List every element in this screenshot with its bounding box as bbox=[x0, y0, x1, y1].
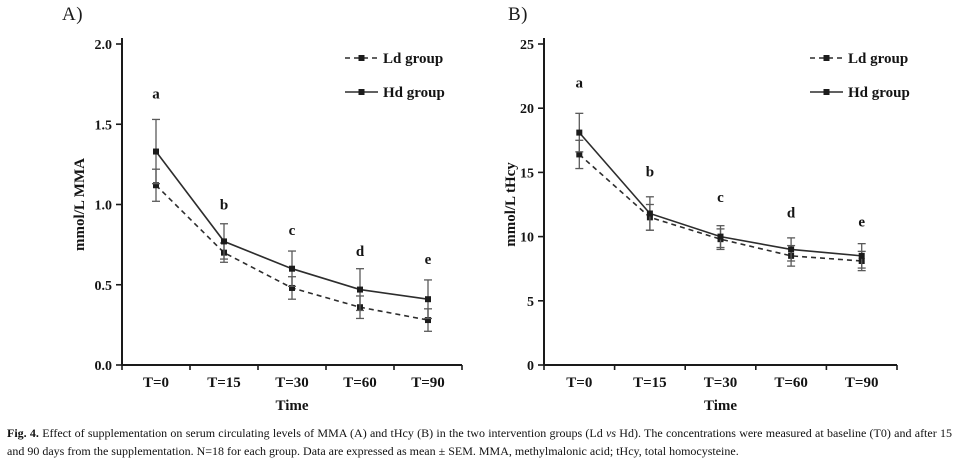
y-tick-label: 5 bbox=[527, 294, 534, 310]
x-tick-label: T=90 bbox=[844, 375, 879, 391]
legend-marker bbox=[359, 89, 365, 95]
series-ld-group bbox=[152, 169, 432, 331]
y-tick-label: 1.0 bbox=[94, 198, 112, 214]
data-point-marker bbox=[859, 253, 865, 259]
y-tick-label: 15 bbox=[520, 166, 534, 182]
chart-panel-mma bbox=[0, 0, 479, 422]
x-tick-label: T=30 bbox=[275, 375, 309, 391]
y-tick-label: 25 bbox=[520, 38, 534, 53]
caption-segment: Hd). The concentrations were measured at baseline (T0) and after 15 and 90 days from the supplementation. N=18 for each group. Data are expressed as mean ± SEM. MMA, methylmalonic acid; tHcy, total homocysteine. bbox=[7, 426, 952, 458]
legend-label: Ld group bbox=[848, 51, 909, 67]
x-tick-label: T=15 bbox=[633, 375, 667, 391]
significance-letter: e bbox=[858, 214, 866, 231]
caption-segment: Effect of supplementation on serum circulating levels of MMA (A) and tHcy (B) in the two intervention groups (Ld bbox=[38, 426, 607, 440]
x-tick-label: T=15 bbox=[207, 375, 241, 391]
significance-letter: a bbox=[575, 75, 584, 92]
y-tick-label: 20 bbox=[520, 102, 534, 118]
legend-marker bbox=[824, 55, 830, 61]
significance-letter: b bbox=[219, 197, 229, 214]
y-tick-label: 0.5 bbox=[94, 278, 112, 294]
x-tick-label: T=0 bbox=[142, 375, 170, 391]
data-point-marker bbox=[718, 234, 724, 240]
caption-fig-number: Fig. 4. bbox=[7, 426, 39, 440]
significance-letter: c bbox=[288, 222, 296, 239]
significance-letter: d bbox=[786, 205, 796, 222]
data-point-marker bbox=[576, 130, 582, 136]
y-tick-label: 10 bbox=[520, 230, 534, 246]
x-axis-ticks bbox=[122, 365, 462, 391]
x-tick-label: T=60 bbox=[774, 375, 808, 391]
data-point-marker bbox=[425, 296, 431, 302]
x-tick-label: T=90 bbox=[411, 375, 445, 391]
legend-label: Hd group bbox=[848, 85, 910, 101]
caption-segment: vs bbox=[606, 426, 617, 440]
significance-letters bbox=[576, 76, 866, 231]
x-tick-label: T=30 bbox=[703, 375, 738, 391]
data-point-marker bbox=[289, 266, 295, 272]
y-axis-ticks bbox=[520, 38, 544, 374]
x-axis-title: Time bbox=[275, 398, 309, 414]
caption-text bbox=[7, 426, 952, 458]
legend-marker bbox=[359, 55, 365, 61]
panel-label-a: A) bbox=[62, 4, 84, 25]
legend-label: Hd group bbox=[383, 85, 445, 101]
y-tick-label: 0 bbox=[527, 359, 534, 374]
x-axis-title: Time bbox=[703, 398, 738, 414]
legend bbox=[345, 51, 445, 101]
y-tick-label: 2.0 bbox=[94, 38, 112, 53]
x-axis-ticks bbox=[544, 365, 897, 391]
significance-letter: e bbox=[424, 251, 432, 268]
significance-letters bbox=[152, 87, 431, 268]
y-axis-title: mmol/L MMA bbox=[72, 158, 88, 251]
y-axis-ticks bbox=[95, 38, 123, 374]
chart-panel-thcy bbox=[480, 0, 959, 422]
data-point-marker bbox=[788, 246, 794, 252]
legend-label: Ld group bbox=[383, 51, 444, 67]
x-tick-label: T=60 bbox=[343, 375, 377, 391]
legend-marker bbox=[824, 89, 830, 95]
legend bbox=[810, 51, 910, 101]
x-tick-label: T=0 bbox=[566, 375, 593, 391]
y-axis-title: mmol/L tHcy bbox=[503, 162, 519, 247]
panel-label-b: B) bbox=[508, 4, 528, 25]
significance-letter: d bbox=[355, 243, 365, 260]
significance-letter: a bbox=[152, 86, 160, 103]
significance-letter: b bbox=[645, 164, 655, 181]
data-point-marker bbox=[647, 210, 653, 216]
data-point-marker bbox=[221, 238, 227, 244]
significance-letter: c bbox=[717, 189, 724, 206]
data-point-marker bbox=[357, 287, 363, 293]
data-point-marker bbox=[153, 149, 159, 155]
error-bars bbox=[152, 169, 432, 331]
y-tick-label: 0.0 bbox=[94, 359, 112, 374]
figure-caption bbox=[7, 424, 952, 460]
y-tick-label: 1.5 bbox=[94, 118, 112, 134]
